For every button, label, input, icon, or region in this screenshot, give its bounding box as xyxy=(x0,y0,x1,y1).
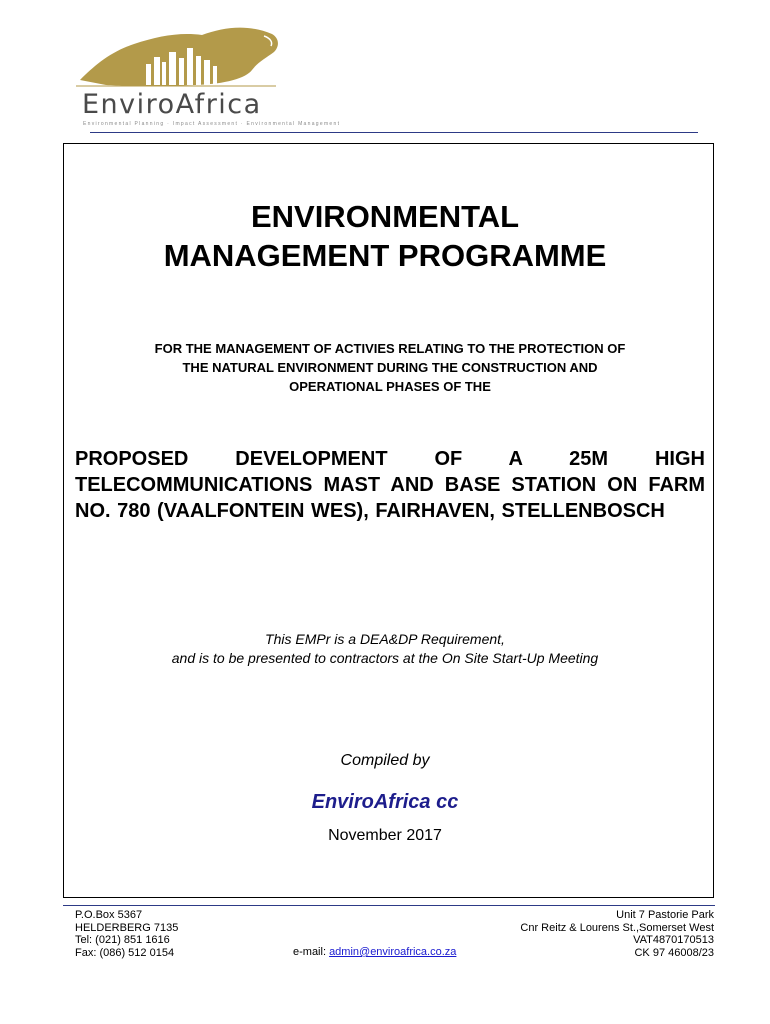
requirement-note xyxy=(0,630,770,668)
purpose-statement xyxy=(80,339,700,396)
footer-left-line: Fax: (086) 512 0154 xyxy=(75,946,175,959)
header-divider xyxy=(90,132,698,133)
email-link[interactable]: admin@enviroafrica.co.za xyxy=(329,946,457,958)
logo-tagline: Environmental Planning · Impact Assessment · Environmental Management xyxy=(83,121,341,127)
company-name: EnviroAfrica cc xyxy=(311,791,459,813)
purpose-line-3: OPERATIONAL PHASES OF THE xyxy=(289,379,491,394)
footer-right-line: CK 97 46008/23 xyxy=(634,946,714,959)
title-line-2: MANAGEMENT PROGRAMME xyxy=(163,238,607,273)
title-line-1: ENVIRONMENTAL xyxy=(250,199,520,234)
footer-right-line: Unit 7 Pastorie Park xyxy=(616,909,714,921)
logo-emblem-icon xyxy=(76,22,286,92)
logo-wordmark: EnviroAfrica xyxy=(82,89,262,120)
requirement-line-1: This EMPr is a DEA&DP Requirement, xyxy=(265,631,505,647)
footer-physical-address xyxy=(520,909,714,959)
project-title: PROPOSED DEVELOPMENT OF A 25M HIGH TELECOMMUNICATIONS MAST AND BASE STATION ON FARM NO. 780 (VAALFONTEIN WES), FAIRHAVEN, STELLENBOSCH xyxy=(75,448,705,522)
purpose-line-1: FOR THE MANAGEMENT OF ACTIVIES RELATING TO THE PROTECTION OF xyxy=(154,341,626,356)
footer-email xyxy=(293,946,456,959)
footer-right-line: Cnr Reitz & Lourens St.,Somerset West xyxy=(520,921,714,934)
footer-left-line: P.O.Box 5367 xyxy=(75,909,143,921)
footer-postal-address xyxy=(75,909,178,959)
enviroafrica-logo xyxy=(76,22,341,127)
compiled-by-label: Compiled by xyxy=(340,752,430,769)
footer-left-line: Tel: (021) 851 1616 xyxy=(75,934,170,946)
footer-divider xyxy=(63,905,715,906)
footer-right-line: VAT4870170513 xyxy=(633,934,714,946)
purpose-line-2: THE NATURAL ENVIRONMENT DURING THE CONSTRUCTION AND xyxy=(182,360,598,375)
document-title xyxy=(0,197,770,275)
requirement-line-2: and is to be presented to contractors at the On Site Start-Up Meeting xyxy=(171,650,599,666)
email-label: e-mail: xyxy=(293,946,330,958)
document-date: November 2017 xyxy=(328,827,442,844)
footer-left-line: HELDERBERG 7135 xyxy=(75,921,179,934)
